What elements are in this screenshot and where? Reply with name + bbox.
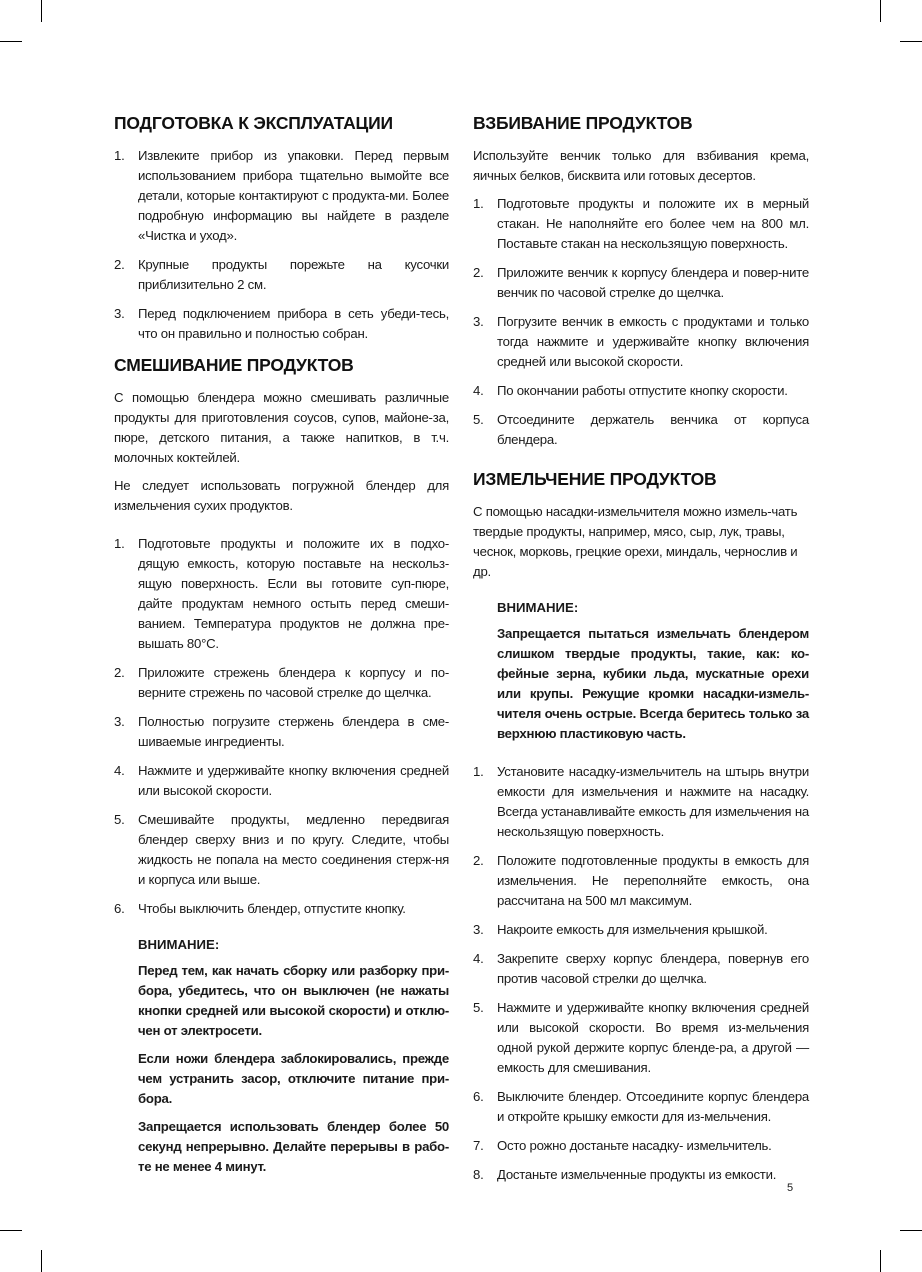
list-item bbox=[473, 1087, 809, 1127]
attention-title: ВНИМАНИЕ: bbox=[497, 600, 579, 615]
list-item bbox=[114, 761, 449, 801]
mixing-steps bbox=[114, 534, 449, 919]
item-text: По окончании работы отпустите кнопку скорости. bbox=[497, 383, 788, 398]
item-text: Выключите блендер. Отсоедините корпус блендера и откройте крышку емкости для из-мельчения. bbox=[497, 1089, 809, 1124]
item-text: Чтобы выключить блендер, отпустите кнопку. bbox=[138, 901, 406, 916]
item-number: 1. bbox=[114, 536, 125, 551]
item-number: 4. bbox=[473, 383, 484, 398]
section-title: ВЗБИВАНИЕ ПРОДУКТОВ bbox=[473, 113, 693, 133]
attention-block bbox=[473, 598, 809, 744]
list-item bbox=[473, 949, 809, 989]
item-text: Достаньте измельченные продукты из емкости. bbox=[497, 1167, 777, 1182]
crop-mark bbox=[900, 1230, 922, 1231]
paragraph: Не следует использовать погружной блендер для измельчения сухих продуктов. bbox=[114, 478, 449, 513]
item-text: Полностью погрузите стержень блендера в сме-шиваемые ингредиенты. bbox=[138, 714, 449, 749]
paragraph: С помощью блендера можно смешивать различные продукты для приготовления соусов, супов, майоне-за, пюре, детского питания, а также напитков, в т.ч. молочных коктейлей. bbox=[114, 390, 449, 465]
warning-text: Перед тем, как начать сборку или разборку при-бора, убедитесь, что он выключен (не нажаты кнопки средней или высокой скорости) и отклю-чен от электросети. bbox=[138, 963, 449, 1038]
section-preparation bbox=[114, 112, 449, 344]
item-number: 4. bbox=[473, 951, 484, 966]
section-title: ПОДГОТОВКА К ЭКСПЛУАТАЦИИ bbox=[114, 113, 393, 133]
warning-text: Запрещается использовать блендер более 50 секунд непрерывно. Делайте перерывы в рабо-те не менее 4 минут. bbox=[138, 1119, 449, 1174]
item-text: Перед подключением прибора в сеть убеди-тесь, что он правильно и полностью собран. bbox=[138, 306, 449, 341]
list-item bbox=[114, 810, 449, 890]
list-item bbox=[114, 255, 449, 295]
list-item bbox=[114, 146, 449, 246]
list-item bbox=[114, 663, 449, 703]
item-number: 6. bbox=[114, 901, 125, 916]
list-item bbox=[114, 534, 449, 654]
item-number: 1. bbox=[473, 764, 484, 779]
paragraph: С помощью насадки-измельчителя можно измель-чать твердые продукты, например, мясо, сыр, лук, травы, чеснок, морковь, грецкие орехи, миндаль, чернослив и др. bbox=[473, 504, 798, 579]
crop-mark bbox=[900, 41, 922, 42]
crop-mark bbox=[0, 41, 22, 42]
crop-mark bbox=[0, 1230, 22, 1231]
chopping-steps bbox=[473, 762, 809, 1185]
attention-block bbox=[114, 935, 449, 1177]
item-text: Закрепите сверху корпус блендера, повернув его против часовой стрелки до щелчка. bbox=[497, 951, 809, 986]
item-text: Приложите стрежень блендера к корпусу и по-верните стрежень по часовой стрелке до щелчка. bbox=[138, 665, 449, 700]
section-title: СМЕШИВАНИЕ ПРОДУКТОВ bbox=[114, 355, 354, 375]
page-number: 5 bbox=[787, 1182, 794, 1194]
item-text: Смешивайте продукты, медленно передвигая блендер сверху вниз и по кругу. Следите, чтобы жидкость не попала на место соединения стерж-ня и корпуса или выше. bbox=[138, 812, 449, 887]
list-item bbox=[473, 381, 809, 401]
list-item bbox=[473, 920, 809, 940]
item-text: Нажмите и удерживайте кнопку включения средней или высокой скорости. Во время из-мельчения одной рукой держите корпус бленде-ра, а другой — емкость для смешивания. bbox=[497, 1000, 809, 1075]
left-column bbox=[114, 112, 449, 1187]
item-number: 3. bbox=[114, 714, 125, 729]
list-item bbox=[473, 263, 809, 303]
list-item bbox=[473, 410, 809, 450]
crop-mark bbox=[880, 0, 881, 22]
list-item bbox=[114, 899, 449, 919]
list-item bbox=[473, 312, 809, 372]
item-number: 1. bbox=[473, 196, 484, 211]
item-text: Приложите венчик к корпусу блендера и повер-ните венчик по часовой стрелке до щелчка. bbox=[497, 265, 809, 300]
item-number: 2. bbox=[114, 665, 125, 680]
whisking-steps bbox=[473, 194, 809, 450]
list-item bbox=[114, 712, 449, 752]
item-number: 5. bbox=[473, 1000, 484, 1015]
item-number: 1. bbox=[114, 148, 125, 163]
item-number: 4. bbox=[114, 763, 125, 778]
item-text: Нажмите и удерживайте кнопку включения средней или высокой скорости. bbox=[138, 763, 449, 798]
item-number: 5. bbox=[473, 412, 484, 427]
crop-mark bbox=[41, 0, 42, 22]
item-text: Осто рожно достаньте насадку- измельчитель. bbox=[497, 1138, 772, 1153]
item-text: Подготовьте продукты и положите их в подхо-дящую емкость, которую поставьте на нескольз-ящую поверхность. Если вы готовите суп-пюре, дайте продуктам немного остыть перед смеши-ванием. Температура продуктов не должна пре-вышать 80°С. bbox=[138, 536, 449, 651]
list-item bbox=[473, 762, 809, 842]
item-number: 2. bbox=[114, 257, 125, 272]
item-number: 2. bbox=[473, 853, 484, 868]
item-text: Крупные продукты порежьте на кусочки приблизительно 2 см. bbox=[138, 257, 449, 292]
section-title: ИЗМЕЛЬЧЕНИЕ ПРОДУКТОВ bbox=[473, 469, 717, 489]
warning-text: Запрещается пытаться измельчать блендером слишком твердые продукты, такие, как: ко-фейные зерна, кубики льда, мускатные орехи или крупы. Режущие кромки насадки-измель-чителя очень острые. Всегда беритесь только за верхнюю пластиковую часть. bbox=[497, 626, 809, 741]
item-text: Подготовьте продукты и положите их в мерный стакан. Не наполняйте его более чем на 800 мл. Поставьте стакан на нескользящую поверхность. bbox=[497, 196, 809, 251]
item-number: 2. bbox=[473, 265, 484, 280]
item-number: 3. bbox=[114, 306, 125, 321]
list-item bbox=[473, 1165, 809, 1185]
right-column bbox=[473, 112, 809, 1195]
item-text: Положите подготовленные продукты в емкость для измельчения. Не переполняйте емкость, она рассчитана на 500 мл максимум. bbox=[497, 853, 809, 908]
section-whisking bbox=[473, 112, 809, 450]
item-text: Установите насадку-измельчитель на штырь внутри емкости для измельчения и нажмите на насадку. Всегда устанавливайте емкость для измельчения на нескользящую поверхность. bbox=[497, 764, 809, 839]
preparation-steps bbox=[114, 146, 449, 344]
list-item bbox=[473, 194, 809, 254]
item-number: 3. bbox=[473, 922, 484, 937]
crop-mark bbox=[41, 1250, 42, 1272]
warning-text: Если ножи блендера заблокировались, прежде чем устранить засор, отключите питание при-бора. bbox=[138, 1051, 449, 1106]
section-chopping bbox=[473, 468, 809, 1185]
item-number: 3. bbox=[473, 314, 484, 329]
item-number: 8. bbox=[473, 1167, 484, 1182]
paragraph: Используйте венчик только для взбивания крема, яичных белков, бисквита или готовых десертов. bbox=[473, 148, 809, 183]
crop-mark bbox=[880, 1250, 881, 1272]
item-number: 5. bbox=[114, 812, 125, 827]
list-item bbox=[473, 1136, 809, 1156]
item-text: Накроите емкость для измельчения крышкой. bbox=[497, 922, 768, 937]
item-text: Извлеките прибор из упаковки. Перед первым использованием прибора тщательно вымойте все детали, которые контактируют с продукта-ми. Более подробную информацию вы найдете в разделе «Чистка и уход». bbox=[138, 148, 449, 243]
attention-title: ВНИМАНИЕ: bbox=[138, 937, 220, 952]
list-item bbox=[114, 304, 449, 344]
list-item bbox=[473, 998, 809, 1078]
list-item bbox=[473, 851, 809, 911]
section-mixing bbox=[114, 354, 449, 1177]
item-number: 6. bbox=[473, 1089, 484, 1104]
item-text: Отсоедините держатель венчика от корпуса блендера. bbox=[497, 412, 809, 447]
item-text: Погрузите венчик в емкость с продуктами и только тогда нажмите и удерживайте кнопку включения средней или высокой скорости. bbox=[497, 314, 809, 369]
item-number: 7. bbox=[473, 1138, 484, 1153]
